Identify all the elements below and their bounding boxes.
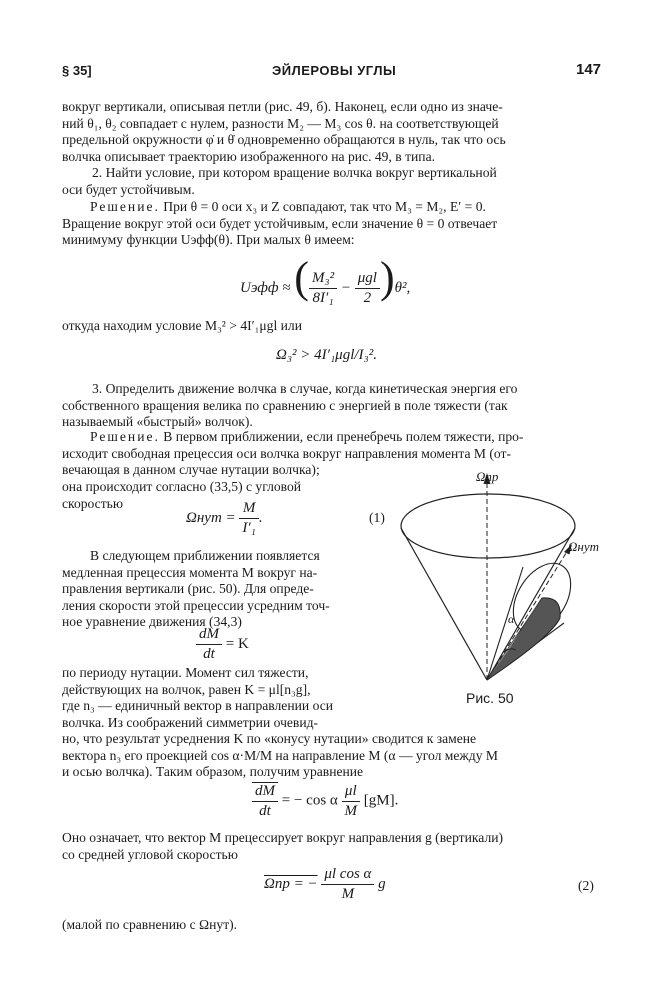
large-cone-right-edge [487, 528, 575, 680]
equation-u-eff: Uэфф ≈ ( $\frac{\text{M₃²}}{\text{8I′₁}}$ − $\frac{\text{μgl}}{2}$ )θ², [240, 253, 411, 307]
paragraph-period: по периоду нутации. Момент сил тяжести, действующих на волчок, равен K = μl[n₃g], где n₃ — единичный вектор в направлении оси волчка. Из соображений симметрии очевид- [62, 665, 334, 730]
equation-dmdt: $\frac{dM}{dt}$ = K [196, 626, 249, 663]
large-cone-rim [401, 494, 575, 558]
top-body [487, 598, 560, 680]
final-remark: (малой по сравнению с Ωнут). [62, 917, 238, 932]
paragraph-next-approx: В следующем приближении появляется медленная прецессия момента M вокруг на- правления вертикали (рис. 50). Для опреде- ления скорости этой прецессии усредним точ- ное уравнение движения (34,3) [62, 548, 330, 630]
large-cone-left-edge [401, 528, 487, 680]
problem-2: 2. Найти условие, при котором вращение волчка вокруг вертикальной оси будет устойчивым. [62, 165, 497, 197]
paragraph-period-full: но, что результат усреднения K по «конусу нутации» сводится к замене вектора n₃ его проекцией cos α·M/M на направление M (α — угол между M и осью волчка). Таким образом, получим уравнение [62, 731, 498, 780]
figure-50-cones [392, 468, 602, 698]
paragraph-means: Оно означает, что вектор M прецессирует вокруг направления g (вертикали) со средней угловой скоростью [62, 830, 504, 862]
label-omega-nut: Ωнут [568, 539, 600, 554]
running-title: ЭЙЛЕРОВЫ УГЛЫ [272, 63, 397, 78]
section-number: § 35] [62, 63, 92, 78]
equation-2-label: (2) [578, 878, 594, 893]
equation-1: Ωнут = $\frac{M}{\text{I′₁}}$ . [186, 500, 263, 536]
equation-omega3: Ω₃² > 4I′₁μgl/I₃². [276, 347, 377, 363]
equation-1-label: (1) [369, 510, 385, 525]
condition-text: откуда находим условие M₃² > 4I′₁μgl или [62, 318, 302, 333]
page-number: 147 [576, 61, 602, 78]
solution-3: Решение. В первом приближении, если пренебречь полем тяжести, про- исходит свободная прецессия оси волчка вокруг направления момента M (от- вечающая в данном случае нутации волчка); [62, 429, 524, 478]
figure-caption: Рис. 50 [466, 690, 514, 706]
problem-3: 3. Определить движение волчка в случае, когда кинетическая энергия его собственного вращения велика по сравнению с энергией в поле тяжести (так называемый «быстрый» волчок). [62, 381, 518, 430]
solution-3-cont: она происходит согласно (33,5) с угловой скоростью [62, 479, 302, 511]
paragraph-continuation: вокруг вертикали, описывая петли (рис. 49, б). Наконец, если одно из значе- ний θ₁, θ₂ совпадает с нулем, разности M₂ — M₃ cos θ. на соответствующей предельной окружности φ̇ и θ̇ одновременно обращаются в нуль, так что ось волчка описывает траекторию изображенного на рис. 49, в типа. [62, 99, 506, 164]
solution-2: Решение. При θ = 0 оси x₃ и Z совпадают, так что M₃ = M₂, E′ = 0. Вращение вокруг этой оси будет устойчивым, если значение θ = 0 отвечает минимуму функции Uэфф(θ). При малых θ имеем: [62, 199, 498, 248]
equation-2: Ωпр = − $\frac{\text{μl cos α}}{M}$ g [264, 866, 386, 902]
equation-averaged: $\frac{dM}{dt}$ = − cos α $\frac{\mu l}{M}$ [gM]. [252, 782, 398, 820]
label-omega-pr: Ωпр [476, 469, 499, 484]
label-alpha: α [508, 612, 515, 626]
